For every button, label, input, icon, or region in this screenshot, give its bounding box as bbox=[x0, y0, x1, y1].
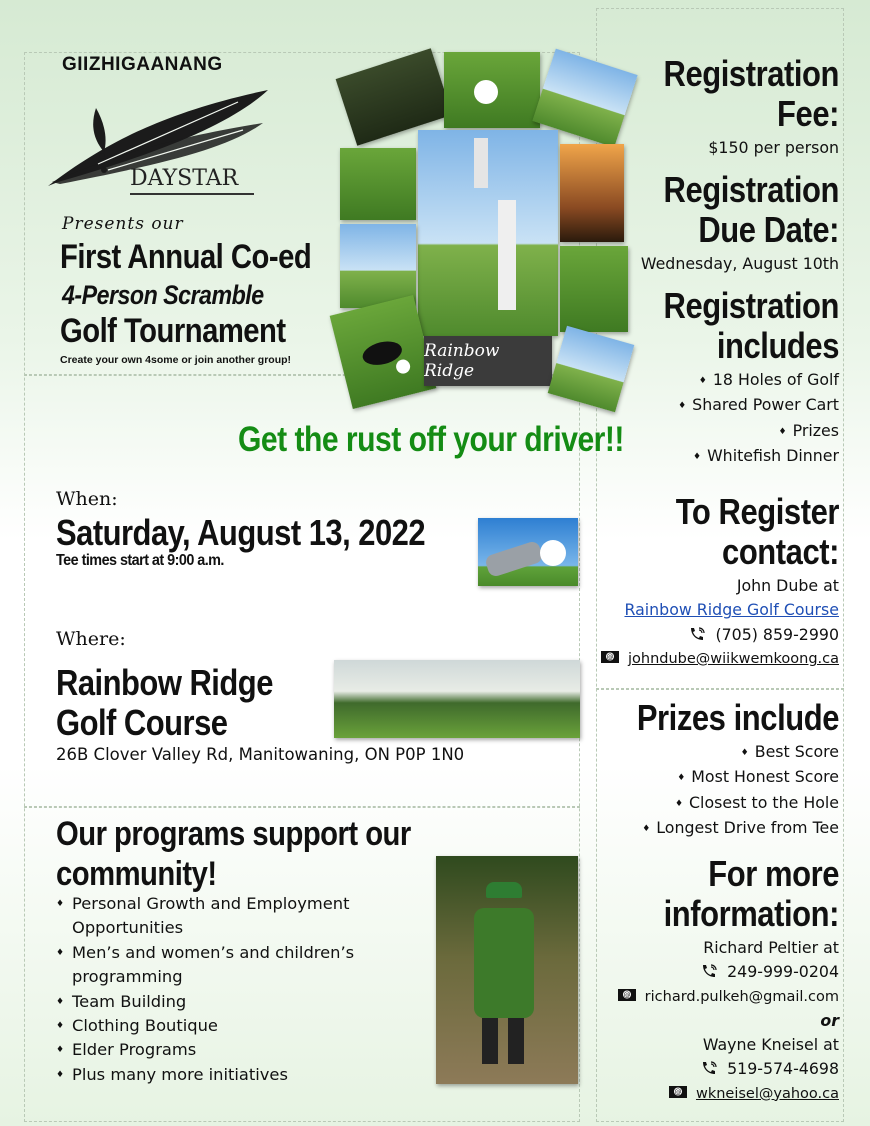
list-item: ♦ Shared Power Cart bbox=[589, 393, 839, 418]
list-item: ♦ Most Honest Score bbox=[589, 765, 839, 790]
includes-heading-2: includes bbox=[716, 325, 839, 366]
phone-icon bbox=[687, 625, 707, 641]
svg-text:@: @ bbox=[674, 1087, 682, 1096]
list-item: ♦ Personal Growth and Employment Opportunities bbox=[56, 892, 386, 941]
includes-section bbox=[589, 286, 839, 469]
tower-golfer-photo bbox=[418, 130, 558, 336]
contact2-phone: 519-574-4698 bbox=[727, 1059, 839, 1079]
contact-email[interactable]: johndube@wiikwemkoong.ca bbox=[627, 650, 839, 667]
slogan: Get the rust off your driver!! bbox=[238, 420, 624, 459]
golf-ball-tee-photo bbox=[444, 52, 540, 128]
divider-right bbox=[596, 688, 844, 690]
list-item: ♦ Whitefish Dinner bbox=[589, 444, 839, 469]
includes-heading-1: Registration bbox=[663, 285, 839, 326]
contact1-phone: 249-999-0204 bbox=[727, 962, 839, 982]
venue-address: 26B Clover Valley Rd, Manitowaning, ON P0P 1N0 bbox=[56, 745, 465, 764]
driver-ball-photo bbox=[478, 518, 578, 586]
due-date: Wednesday, August 10th bbox=[640, 254, 839, 273]
list-item: ♦ 18 Holes of Golf bbox=[589, 368, 839, 393]
list-item: ♦ Team Building bbox=[56, 990, 386, 1014]
event-date: Saturday, August 13, 2022 bbox=[56, 512, 426, 553]
contact-name: John Dube at bbox=[736, 576, 839, 595]
more-info-section bbox=[589, 854, 839, 1106]
logo-underline bbox=[130, 193, 254, 195]
logo-daystar-text: DAYSTAR bbox=[130, 166, 239, 191]
list-item: ♦ Longest Drive from Tee bbox=[589, 816, 839, 841]
email-icon bbox=[600, 649, 620, 665]
org-name: GIIZHIGAANANG bbox=[62, 54, 223, 75]
list-item: ♦ Men’s and women’s and children’s programming bbox=[56, 941, 386, 990]
course-landscape-photo bbox=[334, 660, 580, 738]
driving-golfer-photo bbox=[340, 224, 416, 308]
svg-text:@: @ bbox=[623, 990, 631, 999]
register-contact-section bbox=[589, 492, 839, 671]
divider-bottom bbox=[24, 806, 580, 808]
contact1-email[interactable]: richard.pulkeh@gmail.com bbox=[644, 988, 839, 1005]
golf-cart-photo-2 bbox=[340, 148, 416, 220]
fee-heading-1: Registration bbox=[663, 53, 839, 94]
when-label: When: bbox=[56, 488, 118, 510]
list-item: ♦ Elder Programs bbox=[56, 1038, 386, 1062]
where-label: Where: bbox=[56, 628, 126, 650]
phone-icon bbox=[699, 1059, 719, 1075]
contact-phone: (705) 859-2990 bbox=[715, 624, 839, 644]
list-item: ♦ Prizes bbox=[589, 419, 839, 444]
register-heading-2: contact: bbox=[722, 531, 839, 572]
contact2-name: Wayne Kneisel at bbox=[702, 1035, 839, 1055]
title-line-3: Golf Tournament bbox=[60, 312, 286, 350]
email-icon bbox=[617, 987, 637, 1003]
contact2-email[interactable]: wkneisel@yahoo.ca bbox=[695, 1085, 839, 1102]
svg-text:@: @ bbox=[606, 652, 614, 661]
prizes-section bbox=[589, 698, 839, 841]
programs-list bbox=[56, 892, 386, 1087]
due-date-section bbox=[589, 170, 839, 276]
title-line-2: 4-Person Scramble bbox=[62, 280, 264, 310]
rainbow-ridge-sign-photo bbox=[424, 336, 552, 386]
tagline: Create your own 4some or join another group! bbox=[60, 354, 292, 366]
list-item: ♦ Best Score bbox=[589, 740, 839, 765]
venue-line-1: Rainbow Ridge bbox=[56, 662, 273, 703]
more-info-heading-1: For more bbox=[708, 853, 839, 894]
venue-line-2: Golf Course bbox=[56, 702, 228, 743]
fee-section bbox=[589, 54, 839, 160]
email-icon bbox=[668, 1084, 688, 1100]
list-item: ♦ Closest to the Hole bbox=[589, 791, 839, 816]
presents-text: Presents our bbox=[62, 214, 184, 234]
due-heading-2: Due Date: bbox=[698, 209, 839, 250]
child-photo bbox=[436, 856, 578, 1084]
phone-icon bbox=[699, 962, 719, 978]
list-item: ♦ Plus many more initiatives bbox=[56, 1063, 386, 1087]
fee-amount: $150 per person bbox=[708, 138, 839, 157]
fee-heading-2: Fee: bbox=[777, 93, 839, 134]
programs-title: Our programs support our community! bbox=[56, 815, 411, 893]
title-line-1: First Annual Co-ed bbox=[60, 238, 312, 276]
due-heading-1: Registration bbox=[663, 169, 839, 210]
list-item: ♦ Clothing Boutique bbox=[56, 1014, 386, 1038]
register-heading-1: To Register bbox=[675, 491, 839, 532]
contact1-name: Richard Peltier at bbox=[703, 938, 839, 957]
collage-sign-text: Rainbow Ridge bbox=[424, 341, 500, 381]
or-text: or bbox=[820, 1010, 839, 1030]
rainbow-ridge-link[interactable]: Rainbow Ridge Golf Course bbox=[624, 600, 839, 620]
prizes-heading: Prizes include bbox=[636, 697, 839, 738]
tee-times: Tee times start at 9:00 a.m. bbox=[56, 552, 224, 569]
more-info-heading-2: information: bbox=[663, 893, 839, 934]
